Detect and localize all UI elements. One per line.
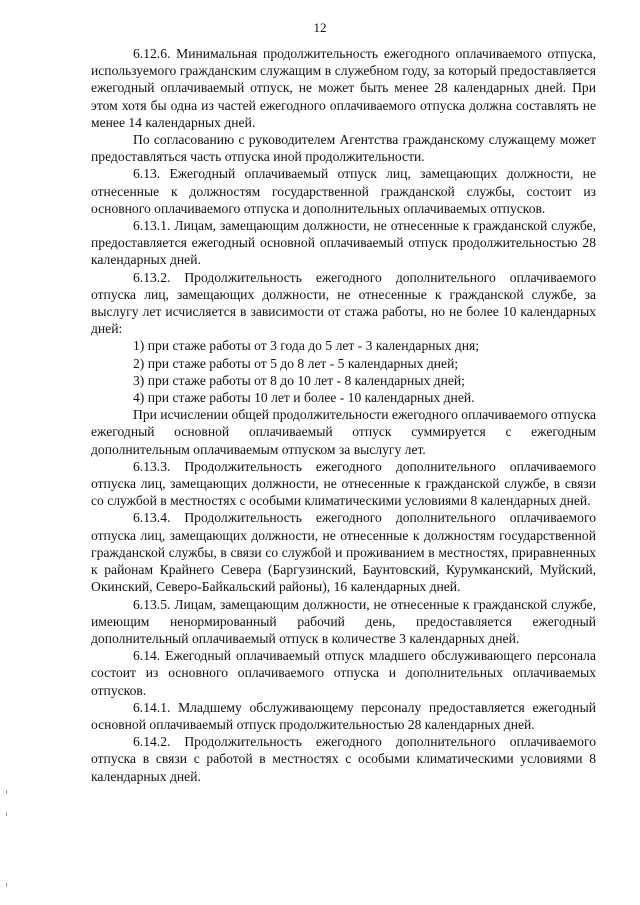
list-item-3: 3) при стаже работы от 8 до 10 лет - 8 календарных дней;: [133, 372, 465, 388]
paragraph-agreement: По согласованию с руководителем Агентства гражданскому служащему может предоставляться часть отпуска иной продолжительности.: [91, 132, 596, 165]
paragraph-6-14-2: 6.14.2. Продолжительность ежегодного дополнительного оплачиваемого отпуска в связи с работой в местностях с особыми климатическими условиями 8 календарных дней.: [91, 734, 596, 784]
list-item-4: 4) при стаже работы 10 лет и более - 10 календарных дней.: [133, 390, 475, 406]
page-number: 12: [313, 20, 327, 35]
scan-mark: [6, 812, 7, 816]
paragraph-6-13-1: 6.13.1. Лицам, замещающим должности, не отнесенные к гражданской службе, предоставляется ежегодный основной оплачиваемый отпуск продолжительностью 28 календарных дней.: [91, 218, 596, 268]
paragraph-6-13-5: 6.13.5. Лицам, замещающим должности, не отнесенные к гражданской службе, имеющим ненормированный рабочий день, предоставляется ежегодный дополнительный оплачиваемый отпуск в количестве 3 календарных дней.: [91, 596, 596, 646]
paragraph-6-13-3: 6.13.3. Продолжительность ежегодного дополнительного оплачиваемого отпуска лиц, замещающих должности, не отнесенные к гражданской службе, в связи со службой в местностях с особыми климатическими условиями 8 календарных дней.: [91, 458, 596, 509]
scan-mark: [6, 883, 7, 887]
paragraph-6-13: 6.13. Ежегодный оплачиваемый отпуск лиц, замещающих должности, не отнесенные к должностям государственной гражданской службы, состоит из основного оплачиваемого отпуска и дополнительных оплачиваемых отпусков.: [91, 166, 596, 216]
list-item-2: 2) при стаже работы от 5 до 8 лет - 5 календарных дней;: [133, 355, 459, 371]
paragraph-6-13-4: 6.13.4. Продолжительность ежегодного дополнительного оплачиваемого отпуска лиц, замещающих должности, не отнесенные к должностям государственной гражданской службы, в связи со службой и проживанием в местностях, приравненных к районам Крайнего Севера (Баргузинский, Баунтовский, Курумканский, Муйский, Окинский, Северо-Байкальский районы), 16 календарных дней.: [91, 510, 596, 595]
list-item-1: 1) при стаже работы от 3 года до 5 лет - 3 календарных дня;: [133, 338, 480, 354]
paragraph-6-14-1: 6.14.1. Младшему обслуживающему персоналу предоставляется ежегодный основной оплачиваемый отпуск продолжительностью 28 календарных дней.: [91, 699, 596, 732]
page-body: [91, 45, 596, 785]
paragraph-6-13-2: 6.13.2. Продолжительность ежегодного дополнительного оплачиваемого отпуска лиц, замещающих должности, не отнесенные к гражданской службе, за выслугу лет исчисляется в зависимости от стажа работы, но не более 10 календарных дней:: [91, 269, 596, 337]
paragraph-total-duration: При исчислении общей продолжительности ежегодного оплачиваемого отпуска ежегодный основной оплачиваемый отпуск суммируется с ежегодным дополнительным оплачиваемым отпуском за выслугу лет.: [91, 407, 596, 457]
paragraph-6-12-6: 6.12.6. Минимальная продолжительность ежегодного оплачиваемого отпуска, используемого гражданским служащим в служебном году, за который предоставляется ежегодный оплачиваемый отпуск, не может быть менее 28 календарных дней. При этом хотя бы одна из частей ежегодного оплачиваемого отпуска должна составлять не менее 14 календарных дней.: [91, 46, 596, 130]
scan-mark: [6, 790, 7, 794]
paragraph-6-14: 6.14. Ежегодный оплачиваемый отпуск младшего обслуживающего персонала состоит из основного оплачиваемого отпуска и дополнительных оплачиваемых отпусков.: [91, 648, 596, 698]
